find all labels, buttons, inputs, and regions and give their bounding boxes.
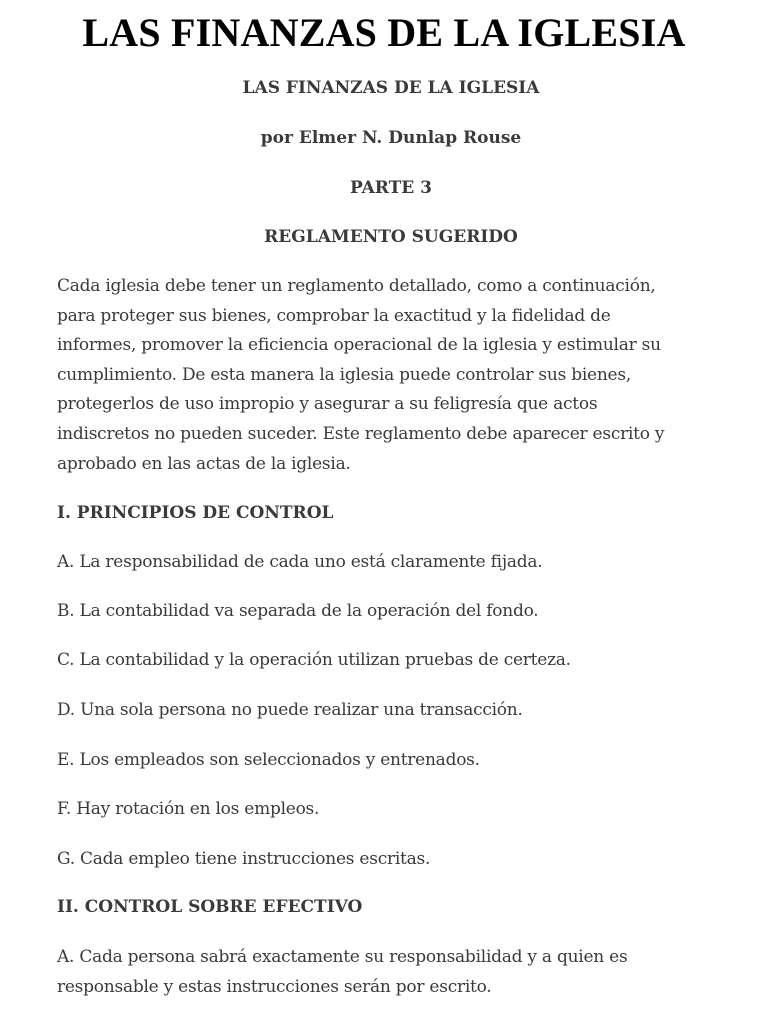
intro-line: cumplimiento. De esta manera la iglesia puede controlar sus bienes, [57,364,631,385]
list-item: A. La responsabilidad de cada uno está claramente fijada. [57,552,543,572]
intro-line: protegerlos de uso impropio y asegurar a su feligresía que actos [57,394,598,415]
subtitle: LAS FINANZAS DE LA IGLESIA [242,78,540,98]
list-item: D. Una sola persona no puede realizar una transacción. [57,700,523,720]
intro-paragraph [57,272,737,479]
section-heading-efectivo: II. CONTROL SOBRE EFECTIVO [57,897,363,917]
list-item: B. La contabilidad va separada de la operación del fondo. [57,601,539,621]
intro-line: informes, promover la eficiencia operacional de la iglesia y estimular su [57,335,661,356]
intro-line: para proteger sus bienes, comprobar la exactitud y la fidelidad de [57,305,611,326]
list-item: C. La contabilidad y la operación utilizan pruebas de certeza. [57,650,571,670]
list-item: E. Los empleados son seleccionados y entrenados. [57,750,480,770]
list-item: F. Hay rotación en los empleos. [57,799,320,819]
intro-line: aprobado en las actas de la iglesia. [57,453,351,474]
main-title: LAS FINANZAS DE LA IGLESIA [82,10,686,55]
list-item [57,943,737,1002]
intro-line: Cada iglesia debe tener un reglamento detallado, como a continuación, [57,276,656,296]
item-line: A. Cada persona sabrá exactamente su responsabilidad y a quien es [57,947,628,967]
list-item: G. Cada empleo tiene instrucciones escritas. [57,849,431,869]
section-title: REGLAMENTO SUGERIDO [264,227,518,247]
section-heading-principios: I. PRINCIPIOS DE CONTROL [57,503,334,523]
intro-line: indiscretos no pueden suceder. Este reglamento debe aparecer escrito y [57,423,665,444]
author-line: por Elmer N. Dunlap Rouse [260,128,522,148]
part-label: PARTE 3 [350,178,432,198]
item-line: responsable y estas instrucciones serán por escrito. [57,976,492,997]
